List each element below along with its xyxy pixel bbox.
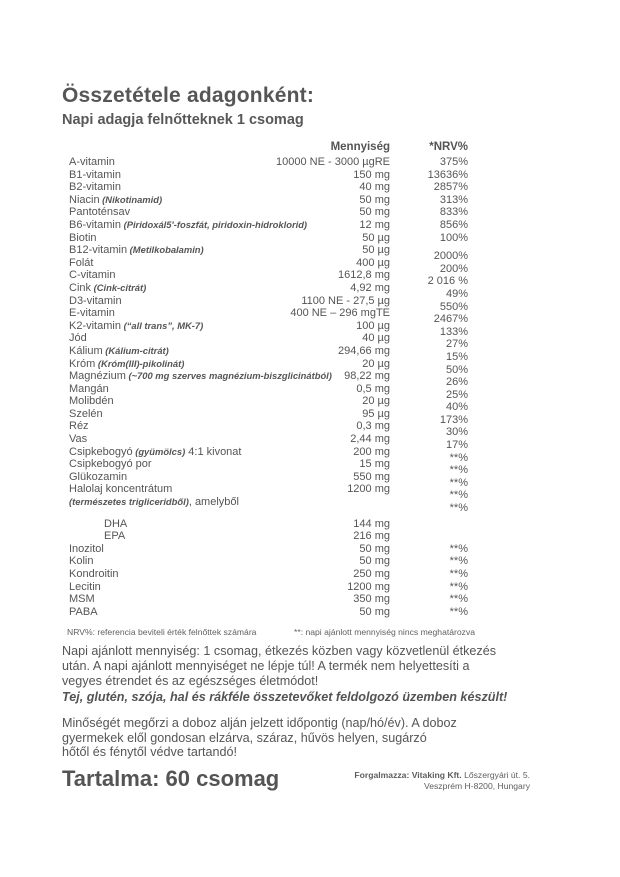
nutrient-name: E-vitamin <box>69 307 115 320</box>
table-row <box>62 581 468 594</box>
storage-line: hőtől és fénytől védve tartandó! <box>62 745 238 760</box>
nutrient-amount: 250 mg <box>353 568 390 580</box>
nutrient-name: B6-vitamin (Piridoxál5'-foszfát, piridoxin-hidroklorid) <box>69 218 308 231</box>
nutrient-name: B2-vitamin <box>69 181 121 194</box>
table-row <box>62 530 468 543</box>
table-row <box>62 194 468 207</box>
nutrient-amount: 550 mg <box>353 470 390 483</box>
nutrient-nrv: **% <box>449 489 468 502</box>
nutrient-name: Vas <box>69 433 88 446</box>
nutrient-name: D3-vitamin <box>69 294 122 307</box>
nutrient-amount: 50 mg <box>359 555 390 568</box>
nutrient-name: Szelén <box>69 407 103 420</box>
table-row <box>62 181 468 194</box>
table-row <box>62 232 468 245</box>
nutrient-amount: 0,5 mg <box>356 382 390 395</box>
nutrient-name: Pantoténsav <box>69 206 131 219</box>
table-row <box>62 219 468 232</box>
nutrient-nrv: 133% <box>439 325 468 338</box>
nutrient-nrv: 313% <box>439 193 468 206</box>
nutrient-amount: 20 µg <box>362 395 390 408</box>
nutrient-amount: 95 µg <box>362 407 390 420</box>
usage-line: vegyes étrendet és az egészséges életmódot! <box>62 673 319 688</box>
nutrient-nrv: 2 016 % <box>427 275 468 288</box>
nutrient-name: Inozitol <box>69 542 104 555</box>
table-row <box>62 555 468 568</box>
nutrient-amount: 100 µg <box>356 319 390 332</box>
allergen-warning: Tej, glutén, szója, hal és rákféle összetevőket feldolgozó üzemben készült! <box>62 689 508 704</box>
nutrient-name: Csipkebogyó por <box>69 458 152 471</box>
nutrition-table <box>62 141 468 618</box>
storage-line: gyermekek elől gondosan elzárva, száraz, hűvös helyen, sugárzó <box>62 730 427 745</box>
nutrient-amount: 40 mg <box>359 181 390 194</box>
footnote-nrv: NRV%: referencia beviteli érték felnőttek számára <box>67 627 257 638</box>
nutrient-nrv: **% <box>449 542 468 555</box>
page-subtitle: Napi adagja felnőtteknek 1 csomag <box>62 112 304 128</box>
nutrient-name: Kondroitin <box>69 568 119 580</box>
nutrient-name: A-vitamin <box>69 156 115 168</box>
nutrient-name: Mangán <box>69 382 109 395</box>
nutrient-name: Folát <box>69 256 94 269</box>
nutrient-nrv: **% <box>449 502 468 515</box>
nutrient-amount: 216 mg <box>353 530 390 543</box>
nutrient-name-detail: (Cink-citrát) <box>91 281 147 293</box>
nutrient-amount: 0,3 mg <box>356 420 390 433</box>
nutrient-nrv: **% <box>449 476 468 489</box>
nutrient-nrv: 856% <box>439 218 468 231</box>
table-header <box>62 141 468 154</box>
nutrient-name-detail: (“all trans”, MK-7) <box>120 319 204 331</box>
nutrient-name: K2-vitamin (“all trans”, MK-7) <box>69 319 204 332</box>
nutrient-name: B1-vitamin <box>69 168 121 181</box>
nutrient-name: C-vitamin <box>69 269 116 282</box>
nutrient-nrv: **% <box>449 555 468 568</box>
nutrient-amount: 1612,8 mg <box>338 269 390 282</box>
nutrient-amount: 400 µg <box>356 256 390 269</box>
nutrient-name: Kálium (Kálium-citrát) <box>69 344 169 357</box>
nutrient-amount: 15 mg <box>359 458 390 471</box>
nutrient-name: PABA <box>69 605 98 618</box>
nutrient-name: Niacin (Nikotinamid) <box>69 193 163 206</box>
nutrient-amount: 50 µg <box>362 231 390 244</box>
nutrient-nrv: **% <box>449 593 468 606</box>
nutrient-name: EPA <box>104 530 126 543</box>
nutrient-amount: 1100 NE - 27,5 µg <box>301 294 390 307</box>
table-row <box>62 206 468 219</box>
nutrient-nrv: 30% <box>445 426 468 439</box>
nutrient-nrv: 49% <box>445 287 468 300</box>
nutrient-amount: 50 mg <box>359 206 390 219</box>
footer <box>62 766 530 792</box>
nutrient-amount: 12 mg <box>359 218 390 231</box>
nutrient-nrv: **% <box>449 568 468 580</box>
nutrient-name: Cink (Cink-citrát) <box>69 281 147 294</box>
nutrient-amount: 50 µg <box>362 244 390 257</box>
nutrient-amount: 50 mg <box>359 193 390 206</box>
nutrient-name: Glükozamin <box>69 470 128 483</box>
nutrient-nrv: 833% <box>439 206 468 219</box>
table-row <box>62 606 468 619</box>
nutrient-amount: 4,92 mg <box>350 281 390 294</box>
nutrient-nrv: 2467% <box>433 313 468 326</box>
page-title: Összetétele adagonként: <box>62 84 315 107</box>
nutrient-nrv: **% <box>449 451 468 464</box>
nutrient-name: Kolin <box>69 555 94 568</box>
table-row <box>62 568 468 581</box>
table-row <box>62 470 468 489</box>
storage-line: Minőségét megőrzi a doboz alján jelzett időpontig (nap/hó/év). A doboz <box>62 715 457 730</box>
nutrient-name-detail: (gyümölcs) <box>132 445 186 457</box>
nutrient-amount: 350 mg <box>353 593 390 606</box>
nutrient-amount: 400 NE – 296 mgTE <box>290 307 390 320</box>
distributor-name: Forgalmazza: Vitaking Kft. <box>354 770 462 781</box>
column-header-nrv: *NRV% <box>429 141 468 153</box>
nutrient-name-detail: (természetes trigliceridből) <box>69 496 189 508</box>
nutrient-name: Molibdén <box>69 395 114 408</box>
nutrient-name: Króm (Króm(III)-pikolinát) <box>69 357 185 370</box>
nutrient-amount: 150 mg <box>353 168 390 181</box>
nutrient-rows <box>62 156 468 618</box>
table-row <box>62 518 468 531</box>
nutrient-amount: 50 mg <box>359 542 390 555</box>
nutrient-nrv: 15% <box>445 350 468 363</box>
nutrient-nrv: 27% <box>445 338 468 351</box>
nutrient-name: DHA <box>104 517 128 530</box>
nutrient-nrv: 200% <box>439 262 468 275</box>
nutrient-nrv: 375% <box>439 156 468 168</box>
nutrient-nrv: **% <box>449 580 468 593</box>
nutrient-name: Lecitin <box>69 580 101 593</box>
footnote-asterisk: **: napi ajánlott mennyiség nincs meghatározva <box>294 627 476 638</box>
usage-paragraph <box>62 644 530 688</box>
table-row <box>62 543 468 556</box>
nutrient-nrv: 17% <box>445 439 468 452</box>
table-row <box>62 156 468 169</box>
nutrient-amount: 200 mg <box>353 445 390 458</box>
distributor-line2: Veszprém H-8200, Hungary <box>423 780 530 791</box>
nutrient-nrv: 550% <box>439 300 468 313</box>
nutrient-amount: 2,44 mg <box>350 433 390 446</box>
nutrient-name: Halolaj koncentrátum <box>69 483 173 496</box>
nutrient-name: Biotin <box>69 231 97 244</box>
table-row <box>62 593 468 606</box>
nutrient-name-detail: (~700 mg szerves magnézium-biszglicinátból) <box>125 370 332 382</box>
table-row <box>62 294 468 313</box>
table-row <box>62 496 468 515</box>
nutrient-nrv: 173% <box>439 413 468 426</box>
nutrient-nrv: **% <box>449 464 468 477</box>
nutrient-name: Jód <box>69 332 87 345</box>
nutrient-nrv: 13636% <box>427 168 468 181</box>
nutrient-amount: 144 mg <box>353 517 390 530</box>
nutrient-amount: 1200 mg <box>347 483 390 496</box>
nutrient-nrv: **% <box>449 605 468 618</box>
table-row <box>62 169 468 182</box>
nutrient-nrv: 50% <box>445 363 468 376</box>
nutrient-amount: 20 µg <box>362 357 390 370</box>
nutrient-name: (természetes trigliceridből), amelyből <box>69 496 239 509</box>
nutrient-nrv: 2000% <box>433 250 468 263</box>
nutrient-nrv: 25% <box>445 388 468 401</box>
distributor-line1 <box>354 770 530 781</box>
nutrient-amount: 50 mg <box>359 605 390 618</box>
nutrient-amount: 40 µg <box>362 332 390 345</box>
label-document <box>62 84 530 792</box>
nutrient-name: Csipkebogyó (gyümölcs) 4:1 kivonat <box>69 445 242 458</box>
nutrient-amount: 10000 NE - 3000 µgRE <box>276 156 390 168</box>
nutrient-name-detail: (Nikotinamid) <box>99 193 163 205</box>
nutrient-nrv: 26% <box>445 376 468 389</box>
nutrient-name-detail: (Kálium-citrát) <box>102 344 169 356</box>
distributor-address: Lőszergyári út. 5. <box>461 770 530 781</box>
usage-line: után. A napi ajánlott mennyiséget ne lépje túl! A termék nem helyettesíti a <box>62 659 470 674</box>
nutrient-name-detail: (Króm(III)-pikolinát) <box>95 357 185 369</box>
nutrient-nrv: 2857% <box>433 181 468 194</box>
nutrient-name-detail: (Piridoxál5'-foszfát, piridoxin-hidroklorid) <box>120 218 308 230</box>
nutrient-amount: 1200 mg <box>347 580 390 593</box>
nutrient-name: Magnézium (~700 mg szerves magnézium-biszglicinátból) <box>69 370 332 383</box>
nutrient-amount: 98,22 mg <box>344 370 390 383</box>
nutrient-nrv: 40% <box>445 401 468 414</box>
nutrient-name: MSM <box>69 593 95 606</box>
nutrient-nrv: 100% <box>439 231 468 244</box>
column-header-amount: Mennyiség <box>330 141 390 153</box>
storage-paragraph <box>62 716 530 760</box>
nutrient-name: Réz <box>69 420 89 433</box>
package-contents: Tartalma: 60 csomag <box>62 766 280 792</box>
distributor-info <box>354 770 530 791</box>
nutrient-amount: 294,66 mg <box>338 344 390 357</box>
nutrient-name-detail: (Metilkobalamin) <box>127 244 204 256</box>
usage-line: Napi ajánlott mennyiség: 1 csomag, étkezés közben vagy közvetlenül étkezés <box>62 644 497 659</box>
footnotes <box>62 627 530 638</box>
nutrient-name: B12-vitamin (Metilkobalamin) <box>69 244 204 257</box>
table-row <box>62 420 468 439</box>
